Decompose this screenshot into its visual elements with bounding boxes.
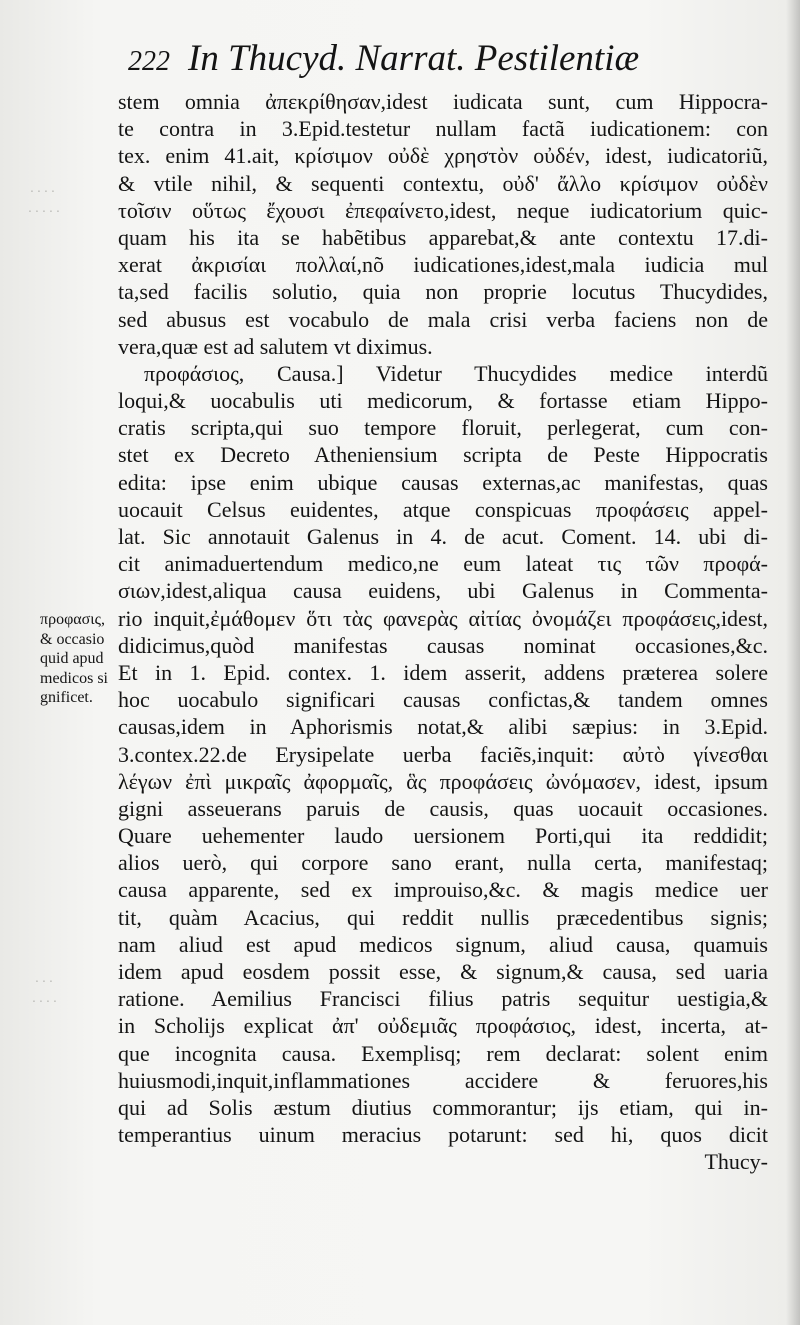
- text-line: cratis scripta,qui suo tempore floruit, perlegerat, cum con-: [118, 415, 768, 441]
- marginal-note-line: προφασις,: [40, 611, 105, 628]
- text-line: temperantius uinum meracius potarunt: sed hi, quos dicit: [118, 1122, 768, 1148]
- text-line: causas,idem in Aphorismis notat,& alibi sæpius: in 3.Epid.: [118, 714, 768, 740]
- text-line: λέγων ἐπὶ μικραῖς ἀφορμαῖς, ἃς προφάσεις ὠνόμασεν, idest, ipsum: [118, 768, 768, 794]
- text-line: Quare uehementer laudo uersionem Porti,qui ita reddidit;: [118, 823, 768, 849]
- text-line: que incognita causa. Exemplisq; rem declarat: solent enim: [118, 1040, 768, 1066]
- text-line: edita: ipse enim ubique causas externas,ac manifestas, quas: [118, 469, 768, 495]
- text-line: stem omnia ἀπεκρίθησαν,idest iudicata sunt, cum Hippocra-: [118, 89, 768, 114]
- marginal-note-line: & occasio: [40, 630, 105, 648]
- text-line: loqui,& uocabulis uti medicorum, & fortasse etiam Hippo-: [118, 388, 768, 414]
- text-line: rio inquit,ἐμάθομεν ὅτι τὰς φανερὰς αἰτίας ὀνομάζει προφάσεις,idest,: [118, 605, 768, 631]
- text-line: nam aliud est apud medicos signum, aliud causa, quamuis: [118, 931, 768, 957]
- text-line: didicimus,quòd manifestas causas nominat occasiones,&c.: [118, 632, 768, 658]
- text-line: causa apparente, sed ex improuiso,&c. & magis medice uer: [118, 877, 768, 903]
- text-line: in Scholijs explicat ἀπ' οὐδεμιᾶς προφάσιος, idest, incerta, at-: [118, 1013, 768, 1039]
- catchword: Thucy-: [704, 1149, 768, 1175]
- main-text-block: [118, 88, 768, 1176]
- text-line: 3.contex.22.de Erysipelate uerba faciẽs,inquit: αὐτὸ γίνεσθαι: [118, 741, 768, 767]
- marginal-note-line: gnificet.: [40, 689, 93, 706]
- text-line: lat. Sic annotauit Galenus in 4. de acut. Coment. 14. ubi di-: [118, 524, 768, 549]
- text-line: tit, quàm Acacius, qui reddit nullis præcedentibus signis;: [118, 904, 768, 930]
- text-line: ratione. Aemilius Francisci filius patris sequitur uestigia,&: [118, 986, 768, 1012]
- text-line: tex. enim 41.ait, κρίσιμον οὐδὲ χρηστὸν οὐδέν, idest, iudicatoriũ,: [118, 143, 768, 169]
- text-line: xerat ἀκρισίαι πολλαί,nõ iudicationes,idest,mala iudicia mul: [118, 252, 768, 278]
- page-edge-shadow: [786, 0, 800, 1325]
- running-title: In Thucyd. Narrat. Pestilentiæ: [188, 38, 640, 79]
- marginal-note-line: medicos si: [40, 669, 108, 687]
- marginal-note-line: quid apud: [40, 650, 104, 667]
- page-number: 222: [128, 46, 170, 77]
- text-line: προφάσιος, Causa.] Videtur Thucydides medice interdũ: [144, 360, 768, 386]
- show-through-mark: · · · ·: [30, 185, 55, 200]
- text-line: qui ad Solis æstum diutius commorantur; ijs etiam, qui in-: [118, 1094, 768, 1120]
- text-line: σιων,idest,aliqua causa euidens, ubi Galenus in Commenta-: [118, 578, 768, 604]
- text-line: quam his ita se habẽtibus apparebat,& ante contextu 17.di-: [118, 224, 768, 250]
- show-through-mark: · · ·: [35, 975, 53, 990]
- text-line: huiusmodi,inquit,inflammationes accidere & feruores,his: [118, 1067, 768, 1093]
- text-line: idem apud eosdem possit esse, & signum,& causa, sed uaria: [118, 959, 768, 984]
- running-head: [128, 34, 768, 84]
- text-line: vera,quæ est ad salutem vt diximus.: [118, 333, 433, 359]
- text-line: gigni asseuerans paruis de causis, quas uocauit occasiones.: [118, 795, 768, 821]
- text-line: τοῖσιν οὕτως ἔχουσι ἐπεφαίνετο,idest, neque iudicatorium quic-: [118, 197, 768, 223]
- text-line: ta,sed facilis solutio, quia non proprie locutus Thucydides,: [118, 279, 768, 305]
- text-line: Et in 1. Epid. contex. 1. idem asserit, addens præterea solere: [118, 659, 768, 685]
- text-line: hoc uocabulo significari causas confictas,& tandem omnes: [118, 687, 768, 713]
- show-through-mark: · · · ·: [32, 995, 57, 1010]
- text-line: alios uerò, qui corpore sano erant, nulla certa, manifestaq;: [118, 850, 768, 876]
- text-line: stet ex Decreto Atheniensium scripta de Peste Hippocratis: [118, 442, 768, 468]
- text-line: & vtile nihil, & sequenti contextu, οὐδ' ἄλλο κρίσιμον οὐδὲν: [118, 170, 768, 196]
- text-line: te contra in 3.Epid.testetur nullam factã iudicationem: con: [118, 116, 768, 142]
- show-through-mark: · · · · ·: [28, 205, 60, 220]
- text-line: cit animaduertendum medico,ne eum lateat τις τῶν προφά-: [118, 551, 768, 577]
- marginal-note: [40, 610, 126, 708]
- text-line: uocauit Celsus euidentes, atque conspicuas προφάσεις appel-: [118, 496, 768, 522]
- text-line: sed abusus est vocabulo de mala crisi verba faciens non de: [118, 306, 768, 332]
